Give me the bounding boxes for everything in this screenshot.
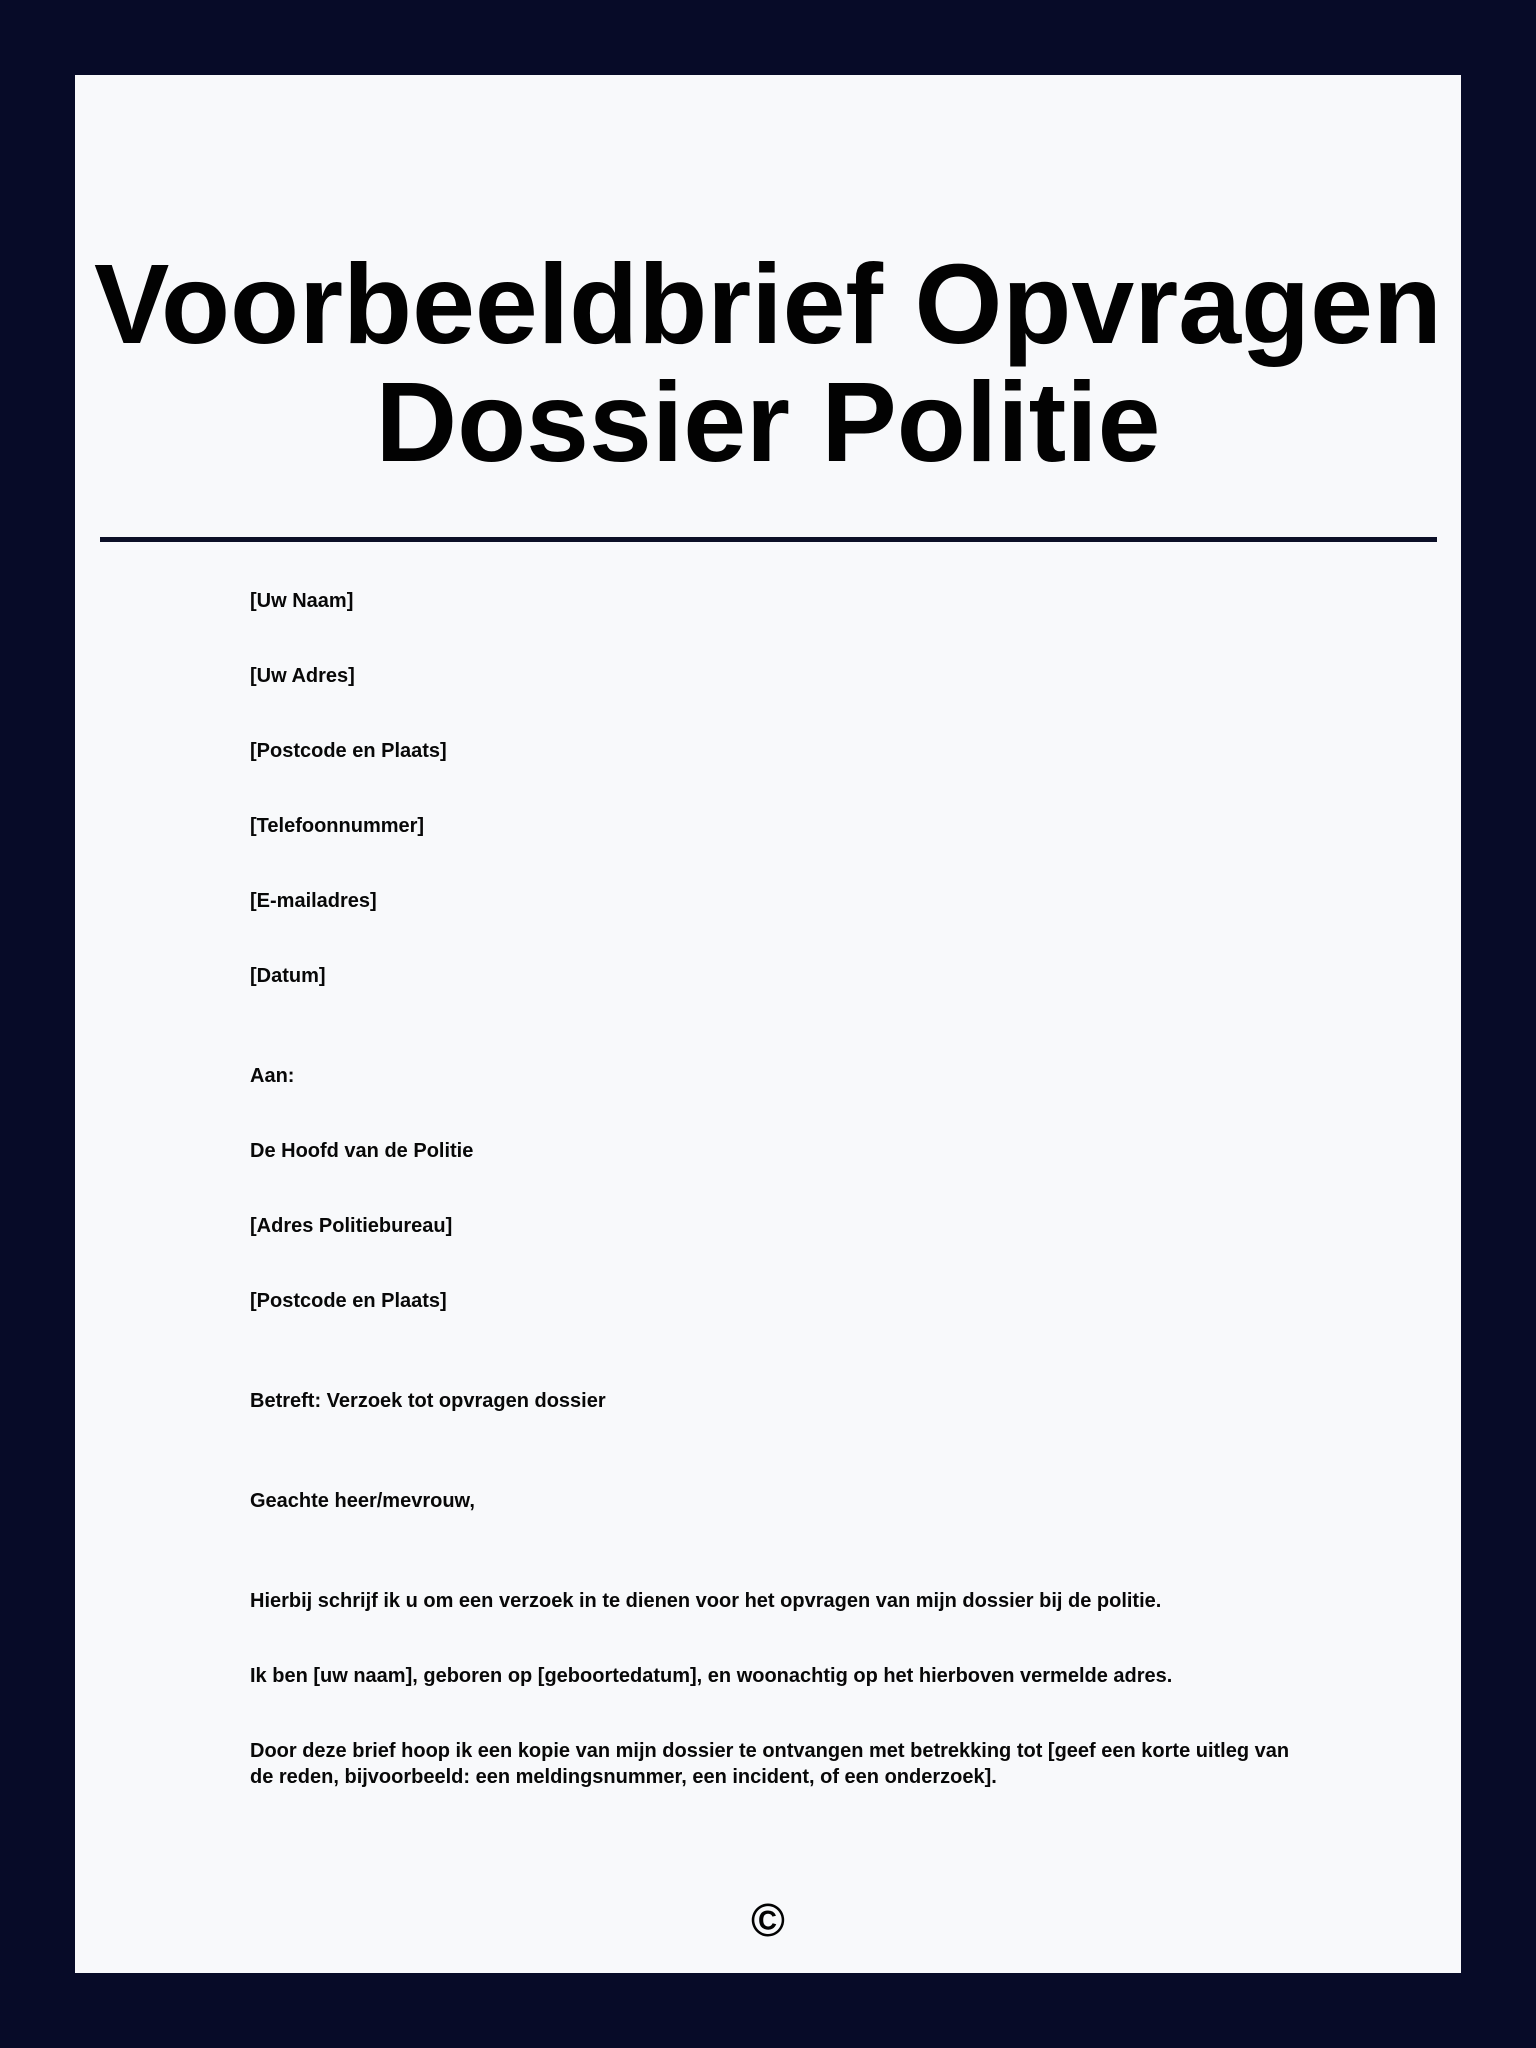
recipient-address: [Adres Politiebureau] <box>250 1215 453 1237</box>
recipient-label: Aan: <box>250 1065 295 1087</box>
letter-date: [Datum] <box>250 965 326 987</box>
body-paragraph: Ik ben [uw naam], geboren op [geboortedatum], en woonachtig op het hierboven vermelde adres. <box>250 1665 1173 1687</box>
letter-subject: Betreft: Verzoek tot opvragen dossier <box>250 1390 606 1412</box>
body-paragraph: Hierbij schrijf ik u om een verzoek in te dienen voor het opvragen van mijn dossier bij de politie. <box>250 1590 1162 1612</box>
page-title <box>75 241 1461 485</box>
title-line-1: Voorbeeldbrief Opvragen <box>94 241 1442 367</box>
sender-email: [E-mailadres] <box>250 890 377 912</box>
sender-address: [Uw Adres] <box>250 665 355 687</box>
recipient-postcode-city: [Postcode en Plaats] <box>250 1290 447 1312</box>
title-line-2: Dossier Politie <box>375 359 1161 485</box>
title-divider <box>100 537 1437 542</box>
sender-postcode-city: [Postcode en Plaats] <box>250 740 447 762</box>
recipient-name: De Hoofd van de Politie <box>250 1140 474 1162</box>
copyright-symbol: © <box>751 1894 785 1946</box>
sender-phone: [Telefoonnummer] <box>250 815 425 837</box>
body-paragraph: Door deze brief hoop ik een kopie van mijn dossier te ontvangen met betrekking tot [geef een korte uitleg van de reden, bijvoorbeeld: een meldingsnummer, een incident, of een onderzoek]. <box>250 1740 1290 1788</box>
letter-page <box>75 75 1461 1973</box>
letter-salutation: Geachte heer/mevrouw, <box>250 1490 475 1512</box>
sender-name: [Uw Naam] <box>250 590 354 612</box>
